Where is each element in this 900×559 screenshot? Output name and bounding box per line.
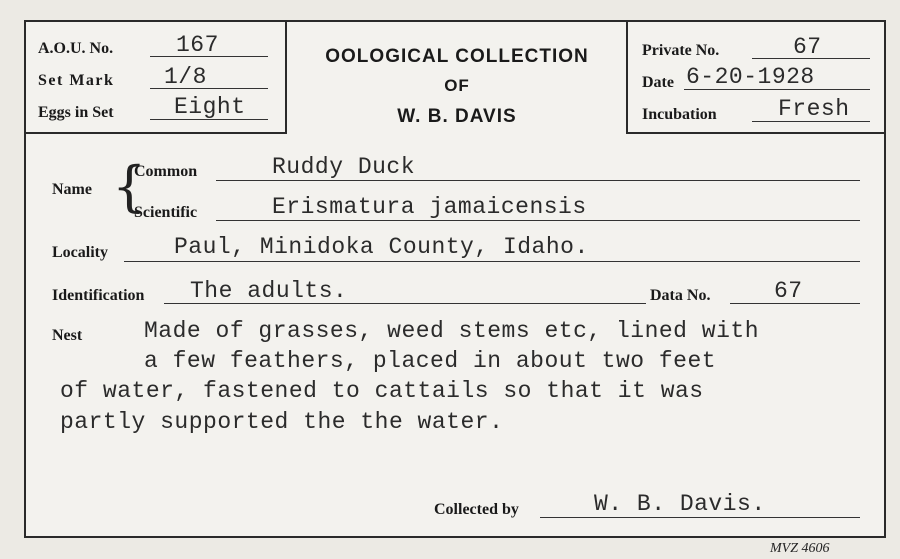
common-value: Ruddy Duck <box>272 154 416 180</box>
aou-value: 167 <box>176 32 219 58</box>
data-card <box>24 20 886 538</box>
aou-label: A.O.U. No. <box>38 40 114 57</box>
left-info-box <box>26 22 287 134</box>
set-mark-label: Set Mark <box>38 72 115 89</box>
private-no-value: 67 <box>793 34 822 60</box>
collected-by-underline <box>540 517 860 518</box>
eggs-value: Eight <box>174 94 246 120</box>
right-info-box <box>626 22 884 134</box>
nest-line-1: Made of grasses, weed stems etc, lined with <box>144 318 759 344</box>
collected-by-value: W. B. Davis. <box>594 491 766 517</box>
title-line-1: OOLOGICAL COLLECTION <box>325 46 589 67</box>
title-line-2: OF <box>444 76 470 95</box>
data-no-value: 67 <box>774 278 803 304</box>
common-underline <box>216 180 860 181</box>
collected-by-label: Collected by <box>434 501 519 518</box>
nest-label: Nest <box>52 327 83 344</box>
common-label: Common <box>134 163 198 180</box>
nest-line-3: of water, fastened to cattails so that it was <box>60 378 704 404</box>
catalog-number: MVZ 4606 <box>770 541 830 556</box>
nest-line-4: partly supported the the water. <box>60 409 504 435</box>
locality-value: Paul, Minidoka County, Idaho. <box>174 234 589 260</box>
incubation-label: Incubation <box>642 106 717 123</box>
date-label: Date <box>642 74 674 91</box>
title-line-3: W. B. DAVIS <box>397 106 517 127</box>
eggs-label: Eggs in Set <box>38 104 114 121</box>
date-value: 6-20-1928 <box>686 64 815 90</box>
set-mark-value: 1/8 <box>164 64 207 90</box>
scientific-underline <box>216 220 860 221</box>
scientific-label: Scientific <box>134 204 198 221</box>
scientific-value: Erismatura jamaicensis <box>272 194 587 220</box>
private-no-label: Private No. <box>642 42 720 59</box>
locality-underline <box>124 261 860 262</box>
identification-label: Identification <box>52 287 145 304</box>
data-no-label: Data No. <box>650 287 711 304</box>
identification-value: The adults. <box>190 278 348 304</box>
incubation-value: Fresh <box>778 96 850 122</box>
name-label: Name <box>52 181 92 198</box>
name-brace: { <box>112 155 147 218</box>
locality-label: Locality <box>52 244 108 261</box>
nest-line-2: a few feathers, placed in about two feet <box>144 348 717 374</box>
